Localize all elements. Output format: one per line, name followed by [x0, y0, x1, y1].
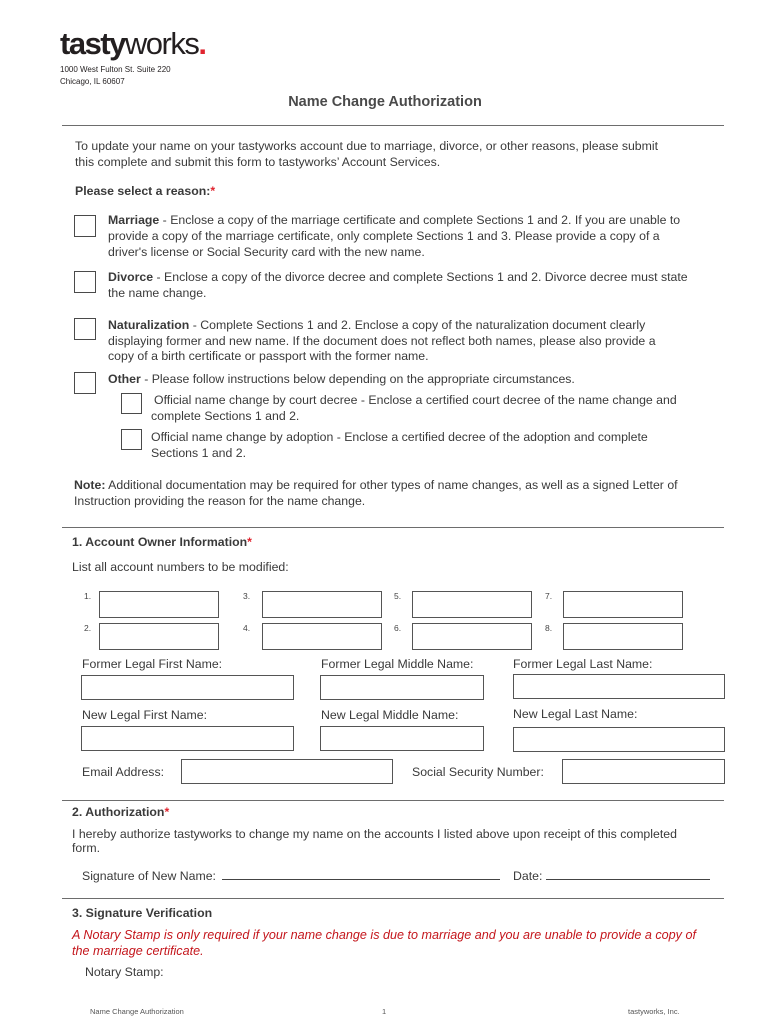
naturalization-line-2: displaying former and new name. If the document does not reflect both names, please also provide a [108, 334, 656, 348]
authorization-text-line-2: form. [72, 841, 101, 855]
footer-form-name: Name Change Authorization [90, 1007, 184, 1016]
marriage-line-3: driver's license or Social Security card with the new name. [108, 245, 425, 259]
former-last-name-label: Former Legal Last Name: [513, 657, 653, 671]
new-middle-name-label: New Legal Middle Name: [321, 708, 459, 722]
account-number-input-4[interactable] [262, 623, 382, 650]
notary-note-line-2: the marriage certificate. [72, 944, 204, 958]
signature-label: Signature of New Name: [82, 869, 216, 883]
former-last-name-input[interactable] [513, 674, 725, 699]
court-decree-checkbox[interactable] [121, 393, 142, 414]
court-decree-line-2: complete Sections 1 and 2. [151, 409, 300, 423]
account-number-input-5[interactable] [412, 591, 532, 618]
select-reason-label: Please select a reason:* [75, 184, 216, 198]
former-first-name-label: Former Legal First Name: [82, 657, 223, 671]
section-1-divider [62, 527, 724, 528]
adoption-checkbox[interactable] [121, 429, 142, 450]
account-numbers-label: List all account numbers to be modified: [72, 560, 289, 574]
account-number-label-5: 5. [394, 591, 402, 601]
account-number-label-8: 8. [545, 623, 553, 633]
email-address-input[interactable] [181, 759, 393, 784]
address-line-1: 1000 West Fulton St. Suite 220 [60, 65, 171, 74]
adoption-line-2: Sections 1 and 2. [151, 446, 247, 460]
account-number-label-3: 3. [243, 591, 251, 601]
account-number-input-1[interactable] [99, 591, 219, 618]
note-line-1: Note: Additional documentation may be required for other types of name changes, as well as a signed Letter of [74, 478, 678, 492]
notary-stamp-label: Notary Stamp: [85, 965, 164, 979]
new-last-name-input[interactable] [513, 727, 725, 752]
signature-line[interactable] [222, 879, 500, 880]
account-number-input-3[interactable] [262, 591, 382, 618]
footer-page-number: 1 [382, 1007, 387, 1016]
tastyworks-logo: tastyworks. [60, 26, 206, 61]
ssn-input[interactable] [562, 759, 725, 784]
intro-text-line-1: To update your name on your tastyworks account due to marriage, divorce, or other reasons, please submit [75, 139, 659, 153]
account-number-input-8[interactable] [563, 623, 683, 650]
authorization-text-line-1: I hereby authorize tastyworks to change my name on the accounts I listed above upon receipt of this completed [72, 827, 677, 841]
marriage-checkbox[interactable] [74, 215, 96, 237]
section-2-divider [62, 800, 724, 801]
account-number-input-2[interactable] [99, 623, 219, 650]
section-2-heading: 2. Authorization* [72, 805, 170, 819]
address-line-2: Chicago, IL 60607 [60, 77, 125, 86]
header-divider [62, 125, 724, 126]
former-first-name-input[interactable] [81, 675, 294, 700]
former-middle-name-label: Former Legal Middle Name: [321, 657, 474, 671]
adoption-line-1: Official name change by adoption - Enclose a certified decree of the adoption and complete [151, 430, 648, 444]
intro-text-line-2: this complete and submit this form to tastyworks’ Account Services. [75, 155, 441, 169]
section-3-heading: 3. Signature Verification [72, 906, 213, 920]
divorce-line-1: Divorce - Enclose a copy of the divorce decree and complete Sections 1 and 2. Divorce decree must state [108, 270, 688, 284]
naturalization-line-3: copy of a birth certificate or passport with the former name. [108, 349, 429, 363]
date-line[interactable] [546, 879, 710, 880]
account-number-label-7: 7. [545, 591, 553, 601]
account-number-label-1: 1. [84, 591, 92, 601]
account-number-label-6: 6. [394, 623, 402, 633]
notary-note-line-1: A Notary Stamp is only required if your name change is due to marriage and you are unable to provide a copy of [72, 928, 696, 942]
new-middle-name-input[interactable] [320, 726, 484, 751]
account-number-label-4: 4. [243, 623, 251, 633]
other-checkbox[interactable] [74, 372, 96, 394]
divorce-line-2: the name change. [108, 286, 207, 300]
section-3-divider [62, 898, 724, 899]
court-decree-line-1: Official name change by court decree - Enclose a certified court decree of the name change and [154, 393, 677, 407]
new-last-name-label: New Legal Last Name: [513, 707, 638, 721]
naturalization-checkbox[interactable] [74, 318, 96, 340]
email-address-label: Email Address: [82, 765, 165, 779]
note-line-2: Instruction providing the reason for the name change. [74, 494, 366, 508]
footer-company: tastyworks, Inc. [628, 1007, 680, 1016]
account-number-input-7[interactable] [563, 591, 683, 618]
page-title: Name Change Authorization [288, 94, 482, 110]
divorce-checkbox[interactable] [74, 271, 96, 293]
new-first-name-input[interactable] [81, 726, 294, 751]
date-label: Date: [513, 869, 543, 883]
account-number-input-6[interactable] [412, 623, 532, 650]
ssn-label: Social Security Number: [412, 765, 544, 779]
marriage-line-2: provide a copy of the marriage certificate, only complete Sections 1 and 3. Please provide a copy of a [108, 229, 660, 243]
account-number-label-2: 2. [84, 623, 92, 633]
naturalization-line-1: Naturalization - Complete Sections 1 and 2. Enclose a copy of the naturalization document clearly [108, 318, 646, 332]
section-1-heading: 1. Account Owner Information* [72, 535, 252, 549]
other-line-1: Other - Please follow instructions below depending on the appropriate circumstances. [108, 372, 575, 386]
marriage-line-1: Marriage - Enclose a copy of the marriage certificate and complete Sections 1 and 2. If you are unable to [108, 213, 681, 227]
former-middle-name-input[interactable] [320, 675, 484, 700]
new-first-name-label: New Legal First Name: [82, 708, 208, 722]
